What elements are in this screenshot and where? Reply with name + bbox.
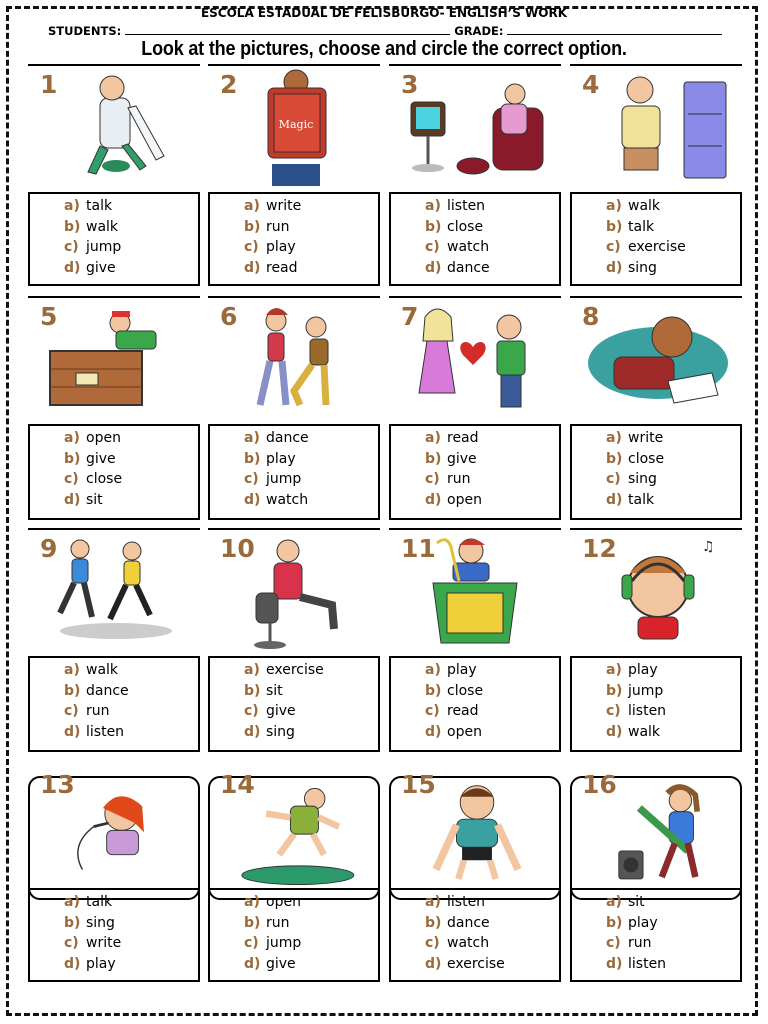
option-letter: d) [244,259,261,276]
exercise-item [389,296,561,520]
exercise-item [570,64,742,286]
option-letter: d) [606,955,623,972]
option-give[interactable] [244,703,296,719]
option-letter: b) [64,218,81,235]
option-text: dance [266,430,309,446]
option-letter: c) [64,471,79,487]
option-letter: a) [64,430,80,446]
option-exercise[interactable] [244,662,324,678]
option-text: sit [628,894,645,910]
option-text: give [86,259,116,276]
option-letter: d) [64,491,81,508]
option-letter: b) [244,914,261,931]
option-text: play [447,662,477,678]
option-letter: c) [606,703,621,719]
option-text: give [266,703,296,719]
option-letter: c) [244,703,259,719]
option-letter: c) [606,471,621,487]
option-close[interactable] [425,683,483,699]
option-text: close [86,471,123,487]
option-give[interactable] [64,451,116,467]
option-jump[interactable] [244,471,301,487]
option-text: open [447,723,482,740]
option-text: write [628,430,664,446]
option-give[interactable] [64,260,116,276]
option-letter: a) [64,198,80,214]
option-watch[interactable] [425,935,489,951]
option-text: listen [628,955,667,972]
option-letter: a) [244,198,260,214]
option-run[interactable] [425,471,471,487]
option-read[interactable] [425,703,479,719]
option-text: run [266,218,290,235]
people-running-illustration [36,532,196,654]
item-number: 12 [582,534,617,563]
item-number: 1 [40,70,58,99]
option-text: close [628,450,665,467]
exercise-item [28,528,200,752]
option-talk[interactable] [64,894,112,910]
option-watch[interactable] [244,492,308,508]
option-text: open [86,430,121,446]
option-text: write [86,935,122,951]
option-letter: a) [606,662,622,678]
item-number: 8 [582,302,600,331]
boy-with-headphones-illustration [578,532,738,654]
option-letter: a) [64,662,80,678]
option-text: watch [447,935,490,951]
svg-text:Magic: Magic [278,118,314,131]
man-sitting-chair-illustration [216,532,376,654]
students-label: STUDENTS: [48,24,122,38]
option-open[interactable] [64,430,121,446]
option-talk[interactable] [606,492,654,508]
exercise-item [389,770,561,982]
option-letter: c) [425,935,440,951]
option-play[interactable] [244,451,296,467]
option-text: walk [628,198,661,214]
option-play[interactable] [244,239,296,255]
exercise-item [28,64,200,286]
option-letter: b) [425,218,442,235]
option-letter: c) [606,239,621,255]
option-letter: b) [425,682,442,699]
option-text: close [447,218,484,235]
option-jump[interactable] [244,935,301,951]
option-letter: c) [606,935,621,951]
option-letter: d) [64,723,81,740]
option-text: play [628,914,658,931]
option-close[interactable] [606,451,664,467]
option-talk[interactable] [606,219,654,235]
svg-text:♫: ♫ [702,539,715,555]
man-opening-crate-illustration [36,300,196,422]
option-letter: d) [606,723,623,740]
option-letter: d) [425,955,442,972]
option-text: run [86,703,110,719]
option-text: sit [86,491,103,508]
option-letter: d) [425,491,442,508]
option-give[interactable] [244,956,296,972]
option-letter: a) [606,198,622,214]
option-listen[interactable] [425,198,485,214]
option-text: listen [447,894,486,910]
exercise-item [208,296,380,520]
option-letter: d) [606,491,623,508]
option-text: talk [628,218,655,235]
grandma-watching-tv-illustration [397,68,557,188]
option-letter: c) [425,471,440,487]
exercise-item [28,770,200,982]
exercise-item [28,296,200,520]
option-letter: a) [244,430,260,446]
option-letter: b) [244,450,261,467]
students-grade-line [48,24,728,38]
option-text: walk [86,218,119,235]
option-give[interactable] [425,451,477,467]
option-text: dance [447,914,490,931]
option-letter: c) [244,471,259,487]
option-run[interactable] [64,703,110,719]
option-listen[interactable] [425,894,485,910]
option-text: open [266,894,301,910]
option-text: run [628,935,652,951]
option-text: read [447,430,479,446]
option-letter: b) [244,682,261,699]
option-text: run [266,914,290,931]
option-letter: b) [606,914,623,931]
man-walking-illustration [36,68,196,188]
item-number: 15 [401,770,436,799]
option-sit[interactable] [244,683,283,699]
options-box [389,656,561,752]
option-listen[interactable] [606,703,666,719]
option-text: close [447,682,484,699]
option-walk[interactable] [606,198,660,214]
options-box [208,192,380,286]
option-jump[interactable] [606,683,663,699]
grade-label: GRADE: [454,24,504,38]
couple-dancing-illustration [216,300,376,422]
option-letter: c) [244,239,259,255]
item-number: 3 [401,70,419,99]
boy-reading-book-illustration [216,68,376,188]
option-letter: b) [425,914,442,931]
item-number: 6 [220,302,238,331]
options-box [570,656,742,752]
option-write[interactable] [244,198,301,214]
item-number: 5 [40,302,58,331]
item-number: 7 [401,302,419,331]
option-letter: d) [64,259,81,276]
option-text: exercise [266,662,324,678]
item-number: 16 [582,770,617,799]
item-number: 14 [220,770,255,799]
option-open[interactable] [425,492,482,508]
option-letter: b) [606,682,623,699]
option-jump[interactable] [64,239,121,255]
option-text: open [447,491,482,508]
option-dance[interactable] [425,260,490,276]
option-walk[interactable] [606,724,660,740]
option-letter: c) [425,703,440,719]
option-text: jump [86,239,122,255]
guitarist-playing-illustration [578,780,738,892]
exercise-item [208,770,380,982]
option-letter: a) [244,662,260,678]
boy-giving-heart-illustration [397,300,557,422]
option-letter: c) [64,703,79,719]
option-text: read [266,259,298,276]
option-text: listen [628,703,667,719]
item-number: 11 [401,534,436,563]
option-letter: c) [64,935,79,951]
option-letter: b) [64,450,81,467]
option-text: exercise [447,955,505,972]
options-box [570,192,742,286]
option-text: write [266,198,302,214]
exercise-item [208,528,380,752]
options-box [28,424,200,520]
option-text: jump [628,682,664,699]
option-play[interactable] [606,662,658,678]
option-sing[interactable] [64,915,115,931]
option-exercise[interactable] [425,956,505,972]
option-open[interactable] [425,724,482,740]
option-letter: b) [64,682,81,699]
options-box [208,656,380,752]
option-sing[interactable] [244,724,295,740]
option-sit[interactable] [64,492,103,508]
options-box [28,192,200,286]
option-letter: a) [425,662,441,678]
option-text: read [447,703,479,719]
exercise-item [208,64,380,286]
option-letter: d) [425,259,442,276]
options-box [208,888,380,982]
option-text: talk [86,198,113,214]
option-letter: b) [606,450,623,467]
option-play[interactable] [64,956,116,972]
option-text: sing [86,914,115,931]
option-write[interactable] [64,935,121,951]
option-text: walk [86,662,119,678]
option-text: jump [266,471,302,487]
option-letter: c) [425,239,440,255]
option-letter: a) [606,430,622,446]
option-dance[interactable] [425,915,490,931]
option-letter: d) [606,259,623,276]
option-text: run [447,471,471,487]
option-text: talk [86,894,113,910]
option-dance[interactable] [64,683,129,699]
option-close[interactable] [64,471,122,487]
options-box [570,888,742,982]
option-letter: d) [244,491,261,508]
option-run[interactable] [244,219,290,235]
option-letter: a) [425,894,441,910]
boy-exercising-illustration [397,780,557,892]
boy-writing-illustration [578,300,738,422]
exercise-item [570,296,742,520]
option-read[interactable] [244,260,298,276]
option-text: dance [86,682,129,699]
options-box [208,424,380,520]
instruction: Look at the pictures, choose and circle the correct option. [141,38,627,60]
option-text: sing [266,723,295,740]
option-letter: b) [425,450,442,467]
options-box [389,424,561,520]
options-box [389,192,561,286]
option-close[interactable] [425,219,483,235]
option-play[interactable] [606,915,658,931]
option-open[interactable] [244,894,301,910]
school-title: ESCOLA ESTADUAL DE FELISBURGO- ENGLISH’S WORK [200,6,568,20]
grade-blank[interactable] [507,24,722,35]
man-jumping-trampoline-illustration [216,780,376,892]
exercise-item [389,528,561,752]
option-text: listen [447,198,486,214]
option-letter: b) [64,914,81,931]
students-blank[interactable] [125,24,450,35]
option-read[interactable] [425,430,479,446]
woman-singing-illustration [36,780,196,892]
option-text: play [266,450,296,467]
option-letter: b) [244,218,261,235]
option-text: exercise [628,239,686,255]
option-text: watch [447,239,490,255]
option-sit[interactable] [606,894,645,910]
item-number: 13 [40,770,75,799]
option-text: play [266,239,296,255]
option-text: listen [86,723,125,740]
option-text: watch [266,491,309,508]
exercise-item [570,770,742,982]
option-walk[interactable] [64,219,118,235]
option-dance[interactable] [244,430,309,446]
option-text: play [628,662,658,678]
exercise-item [389,64,561,286]
option-text: jump [266,935,302,951]
item-number: 9 [40,534,58,563]
option-sing[interactable] [606,471,657,487]
option-text: play [86,955,116,972]
options-box [389,888,561,982]
option-talk[interactable] [64,198,112,214]
exercise-item [570,528,742,752]
option-run[interactable] [244,915,290,931]
item-number: 4 [582,70,600,99]
option-listen[interactable] [606,956,666,972]
item-number: 2 [220,70,238,99]
option-letter: a) [64,894,80,910]
options-box [28,888,200,982]
option-text: sing [628,471,657,487]
option-text: give [266,955,296,972]
option-watch[interactable] [425,239,489,255]
boy-opening-present-illustration [397,532,557,654]
option-letter: d) [244,723,261,740]
option-walk[interactable] [64,662,118,678]
option-run[interactable] [606,935,652,951]
item-number: 10 [220,534,255,563]
option-letter: d) [244,955,261,972]
options-box [28,656,200,752]
option-write[interactable] [606,430,663,446]
option-text: walk [628,723,661,740]
option-listen[interactable] [64,724,124,740]
option-letter: c) [244,935,259,951]
option-letter: d) [425,723,442,740]
man-on-phone-illustration [578,68,738,188]
option-letter: d) [64,955,81,972]
option-exercise[interactable] [606,239,686,255]
option-text: give [86,450,116,467]
option-play[interactable] [425,662,477,678]
options-box [570,424,742,520]
option-letter: c) [64,239,79,255]
option-letter: b) [606,218,623,235]
option-letter: a) [425,198,441,214]
option-text: talk [628,491,655,508]
option-text: sing [628,259,657,276]
option-text: dance [447,259,490,276]
option-sing[interactable] [606,260,657,276]
option-text: sit [266,682,283,699]
option-letter: a) [606,894,622,910]
option-letter: a) [425,430,441,446]
option-text: give [447,450,477,467]
option-letter: a) [244,894,260,910]
